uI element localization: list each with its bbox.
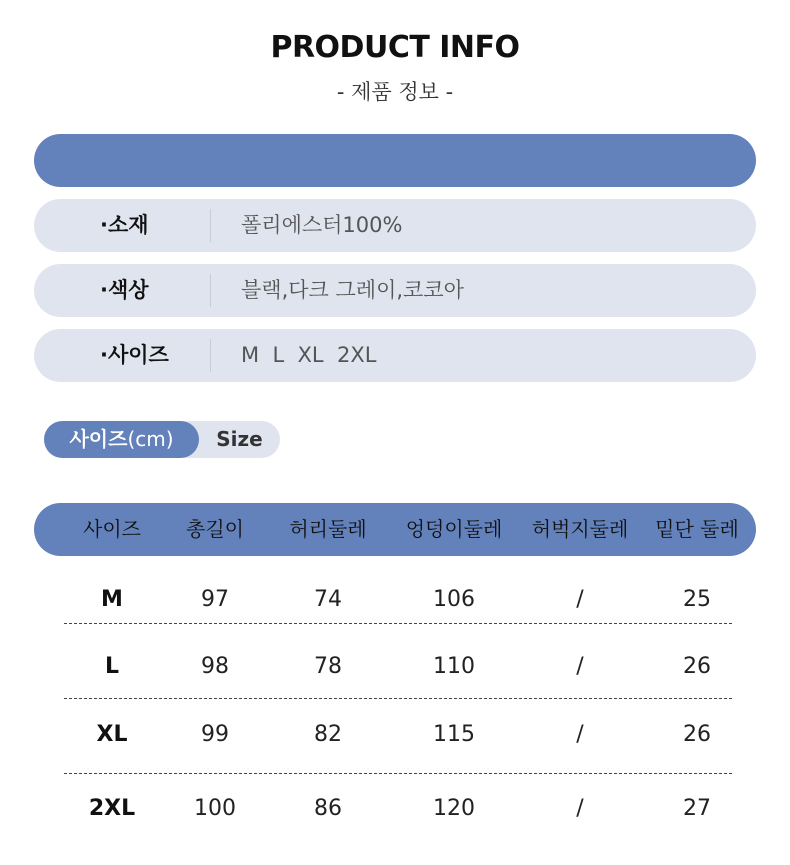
table-cell: 78 bbox=[314, 654, 342, 679]
table-cell-size: 2XL bbox=[88, 796, 136, 821]
column-header-hem: 밑단 둘레 bbox=[655, 517, 739, 541]
row-divider bbox=[64, 623, 732, 624]
table-cell: 27 bbox=[683, 796, 711, 821]
column-header-total-length: 총길이 bbox=[186, 517, 244, 541]
info-row-color bbox=[34, 264, 756, 317]
table-cell: 86 bbox=[314, 796, 342, 821]
table-cell: 98 bbox=[201, 654, 229, 679]
column-header-size: 사이즈 bbox=[83, 517, 141, 541]
table-cell: 97 bbox=[201, 587, 229, 612]
table-cell: 115 bbox=[433, 722, 475, 747]
column-header-waist: 허리둘레 bbox=[289, 517, 367, 541]
info-row-material bbox=[34, 199, 756, 252]
table-row bbox=[0, 647, 790, 687]
table-row bbox=[0, 715, 790, 755]
row-divider bbox=[64, 773, 732, 774]
size-tabs bbox=[44, 421, 280, 458]
table-cell: 120 bbox=[433, 796, 475, 821]
info-value: M L XL 2XL bbox=[241, 343, 377, 367]
page-subtitle: - 제품 정보 - bbox=[336, 80, 454, 104]
divider bbox=[210, 274, 211, 307]
table-cell: / bbox=[576, 722, 584, 747]
info-row-size bbox=[34, 329, 756, 382]
tab-size[interactable]: Size bbox=[216, 427, 263, 451]
info-label: ·소재 bbox=[100, 213, 149, 237]
table-row bbox=[0, 580, 790, 620]
tab-size-cm[interactable] bbox=[44, 421, 199, 458]
table-cell-size: L bbox=[104, 654, 120, 679]
table-cell: 26 bbox=[683, 722, 711, 747]
row-divider bbox=[64, 698, 732, 699]
info-value: 폴리에스터100% bbox=[241, 213, 403, 237]
info-label: ·사이즈 bbox=[100, 343, 169, 367]
table-cell: 26 bbox=[683, 654, 711, 679]
page-title: PRODUCT INFO bbox=[270, 30, 520, 65]
column-header-thigh: 허벅지둘레 bbox=[531, 517, 629, 541]
table-row bbox=[0, 789, 790, 829]
table-cell: 82 bbox=[314, 722, 342, 747]
tab-label: 사이즈 bbox=[69, 427, 128, 451]
table-cell: 100 bbox=[194, 796, 236, 821]
table-cell: / bbox=[576, 654, 584, 679]
info-label: ·색상 bbox=[100, 278, 149, 302]
table-cell: 106 bbox=[433, 587, 475, 612]
table-cell: 99 bbox=[201, 722, 229, 747]
divider bbox=[210, 209, 211, 242]
info-value: 블랙,다크 그레이,코코아 bbox=[241, 278, 464, 302]
header-banner bbox=[34, 134, 756, 187]
table-cell-size: M bbox=[101, 587, 123, 612]
table-cell: / bbox=[576, 796, 584, 821]
column-header-hip: 엉덩이둘레 bbox=[405, 517, 503, 541]
table-cell-size: XL bbox=[96, 722, 128, 747]
table-cell: 110 bbox=[433, 654, 475, 679]
table-cell: 74 bbox=[314, 587, 342, 612]
table-header bbox=[34, 503, 756, 556]
table-cell: 25 bbox=[683, 587, 711, 612]
tab-unit: (cm) bbox=[127, 427, 174, 451]
divider bbox=[210, 339, 211, 372]
table-cell: / bbox=[576, 587, 584, 612]
